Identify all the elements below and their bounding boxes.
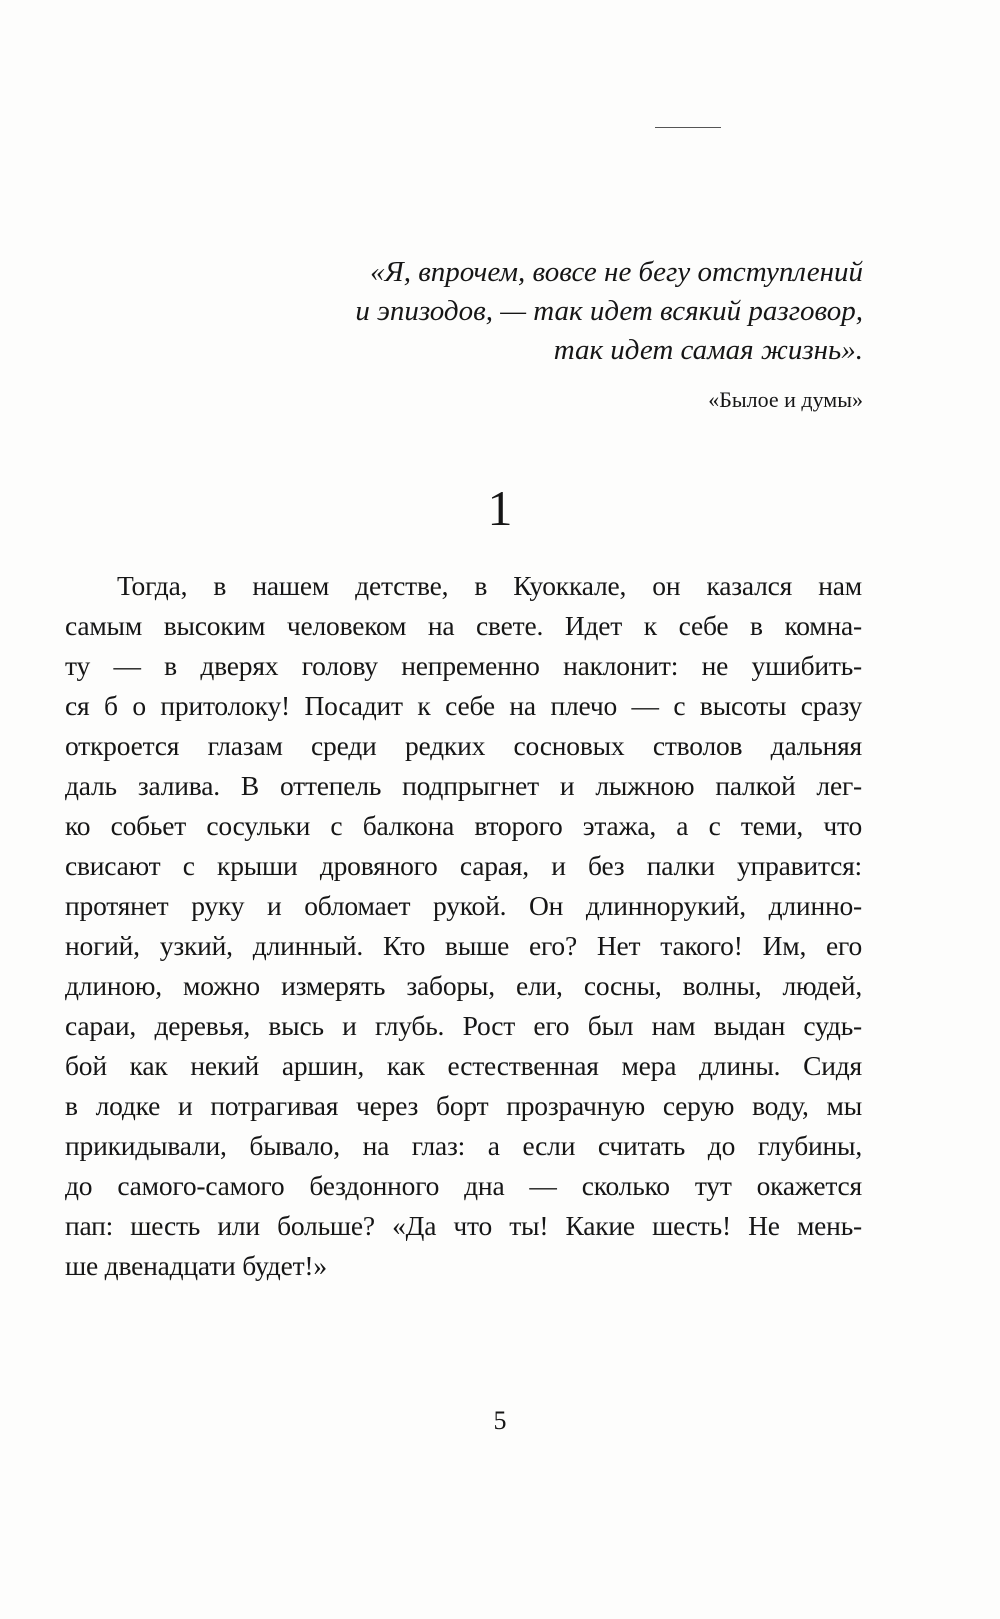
text-line: протянет руку и обломает рукой. Он длиннорукий, длинно- — [65, 890, 862, 921]
epigraph-source: «Былое и думы» — [708, 387, 863, 412]
epigraph-line: и эпизодов, — так идет всякий разговор, — [355, 295, 863, 327]
text-line: ногий, узкий, длинный. Кто выше его? Нет такого! Им, его — [65, 930, 862, 961]
text-line: даль залива. В оттепель подпрыгнет и лыжною палкой лег- — [65, 770, 862, 801]
text-line: Тогда, в нашем детстве, в Куоккале, он казался нам — [117, 570, 862, 601]
text-line: длиною, можно измерять заборы, ели, сосны, волны, людей, — [65, 970, 862, 1001]
text-line: сараи, деревья, высь и глубь. Рост его был нам выдан судь- — [65, 1010, 862, 1041]
page-number: 5 — [493, 1406, 507, 1435]
text-line: ся б о притолоку! Посадит к себе на плечо — с высоты сразу — [65, 690, 862, 721]
text-line: откроется глазам среди редких сосновых стволов дальняя — [65, 730, 862, 761]
text-line: бой как некий аршин, как естественная мера длины. Сидя — [65, 1050, 862, 1081]
top-decorative-rule — [655, 127, 721, 128]
text-line: ту — в дверях голову непременно наклонит: не ушибить- — [65, 650, 862, 681]
text-line: ко собьет сосульки с балкона второго этажа, а с теми, что — [65, 810, 862, 841]
epigraph — [200, 253, 863, 414]
chapter-number: 1 — [487, 480, 513, 536]
epigraph-line: «Я, впрочем, вовсе не бегу отступлений — [370, 256, 863, 288]
text-line: свисают с крыши дровяного сарая, и без палки управится: — [65, 850, 862, 881]
text-line: в лодке и потрагивая через борт прозрачную серую воду, мы — [65, 1090, 862, 1121]
body-paragraph — [65, 566, 862, 1286]
text-line: самым высоким человеком на свете. Идет к себе в комна- — [65, 610, 862, 641]
text-line: прикидывали, бывало, на глаз: а если считать до глубины, — [65, 1130, 862, 1161]
text-line: ше двенадцати будет!» — [65, 1250, 327, 1281]
epigraph-line: так идет самая жизнь». — [553, 334, 863, 366]
text-line: до самого-самого бездонного дна — сколько тут окажется — [65, 1170, 862, 1201]
text-line: пап: шесть или больше? «Да что ты! Какие шесть! Не мень- — [65, 1210, 862, 1241]
